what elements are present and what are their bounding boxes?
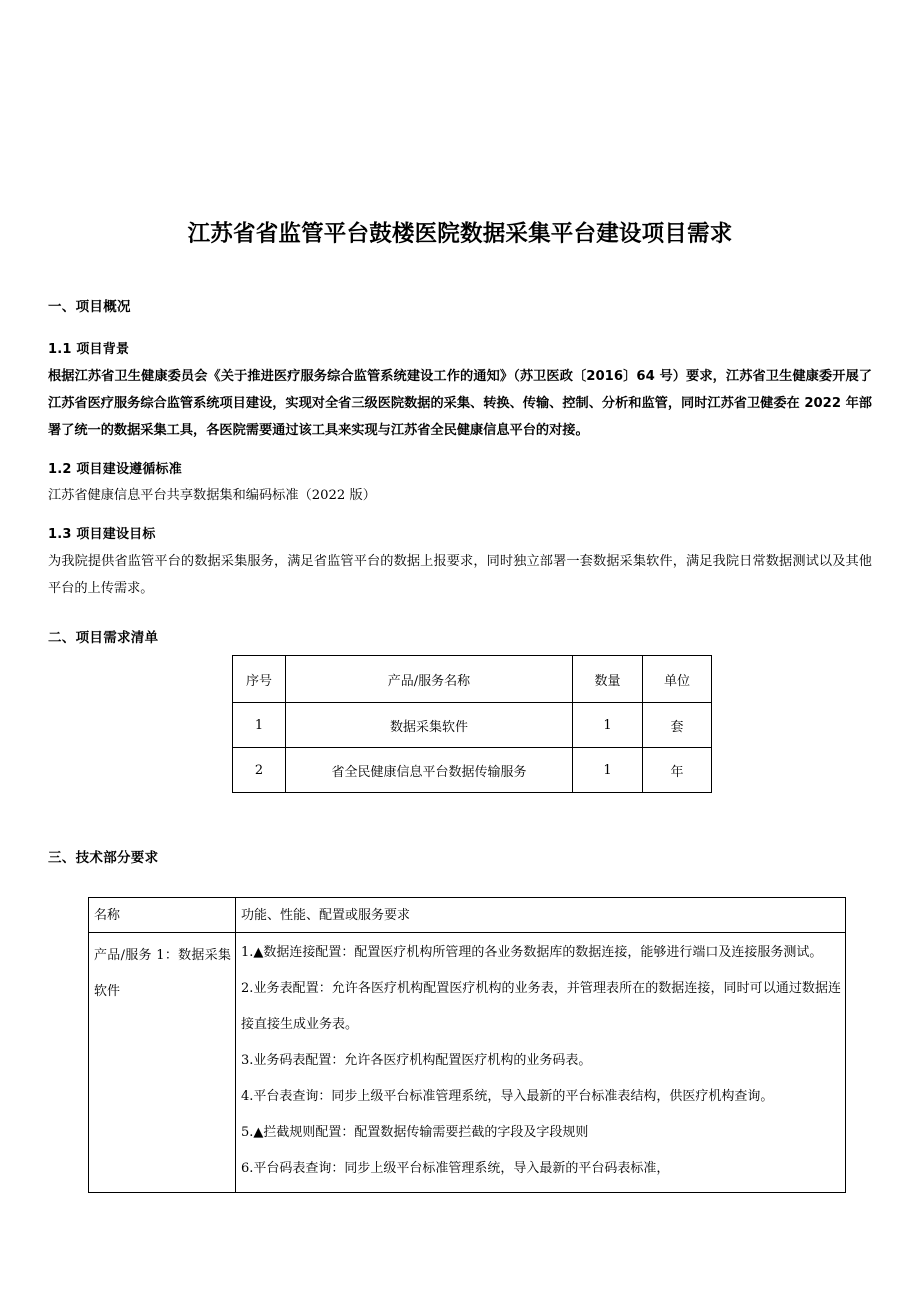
subsection-heading-1-3: 1.3 项目建设目标	[48, 527, 156, 542]
cell-requirements	[236, 933, 846, 1193]
requirement-item: 5.▲拦截规则配置：配置数据传输需要拦截的字段及字段规则	[241, 1125, 589, 1140]
requirement-item: 4.平台表查询：同步上级平台标准管理系统，导入最新的平台标准表结构，供医疗机构查询。	[241, 1089, 774, 1104]
section-heading-2: 二、项目需求清单	[48, 630, 159, 646]
cell-no: 1	[233, 703, 286, 748]
subsection-heading-1-2: 1.2 项目建设遵循标准	[48, 462, 182, 477]
requirement-item: 3.业务码表配置：允许各医疗机构配置医疗机构的业务码表。	[241, 1053, 592, 1068]
column-header-requirements: 功能、性能、配置或服务要求	[236, 898, 846, 933]
cell-name: 数据采集软件	[286, 703, 573, 748]
cell-qty: 1	[573, 703, 643, 748]
requirement-item: 2.业务表配置：允许各医疗机构配置医疗机构的业务表，并管理表所在的数据连接，同时可以通过数据连接直接生成业务表。	[241, 981, 841, 1032]
table-header-row	[233, 656, 712, 703]
subsection-heading-1-1: 1.1 项目背景	[48, 342, 130, 357]
technical-requirements-table	[88, 897, 846, 1193]
column-header-name: 名称	[89, 898, 236, 933]
section-heading-1: 一、项目概况	[48, 299, 131, 315]
subsection-body-1-1: 根据江苏省卫生健康委员会《关于推进医疗服务综合监管系统建设工作的通知》（苏卫医政〔2016〕64 号）要求，江苏省卫生健康委开展了江苏省医疗服务综合监管系统项目建设，实现对全省三级医院数据的采集、转换、传输、控制、分析和监管，同时江苏省卫健委在 2022 年部署了统一的数据采集工具，各医院需要通过该工具来实现与江苏省全民健康信息平台的对接。	[48, 369, 872, 438]
requirement-item: 1.▲数据连接配置：配置医疗机构所管理的各业务数据库的数据连接，能够进行端口及连接服务测试。	[241, 945, 823, 960]
column-header-name: 产品/服务名称	[286, 656, 573, 703]
cell-unit: 年	[643, 748, 712, 793]
subsection-body-1-3: 为我院提供省监管平台的数据采集服务，满足省监管平台的数据上报要求，同时独立部署一套数据采集软件，满足我院日常数据测试以及其他平台的上传需求。	[48, 554, 872, 596]
page-title: 江苏省省监管平台鼓楼医院数据采集平台建设项目需求	[187, 221, 733, 247]
cell-no: 2	[233, 748, 286, 793]
cell-unit: 套	[643, 703, 712, 748]
requirement-item: 6.平台码表查询：同步上级平台标准管理系统，导入最新的平台码表标准，	[241, 1161, 670, 1176]
table-header-row	[89, 898, 846, 933]
cell-name: 省全民健康信息平台数据传输服务	[286, 748, 573, 793]
section-heading-3: 三、技术部分要求	[48, 850, 159, 866]
column-header-unit: 单位	[643, 656, 712, 703]
table-row	[89, 933, 846, 1193]
column-header-no: 序号	[233, 656, 286, 703]
cell-qty: 1	[573, 748, 643, 793]
cell-product-name: 产品/服务 1：数据采集软件	[89, 933, 236, 1193]
requirement-list-table	[232, 655, 712, 793]
table-row	[233, 748, 712, 793]
table-row	[233, 703, 712, 748]
column-header-qty: 数量	[573, 656, 643, 703]
subsection-body-1-2: 江苏省健康信息平台共享数据集和编码标准（2022 版）	[48, 488, 376, 503]
